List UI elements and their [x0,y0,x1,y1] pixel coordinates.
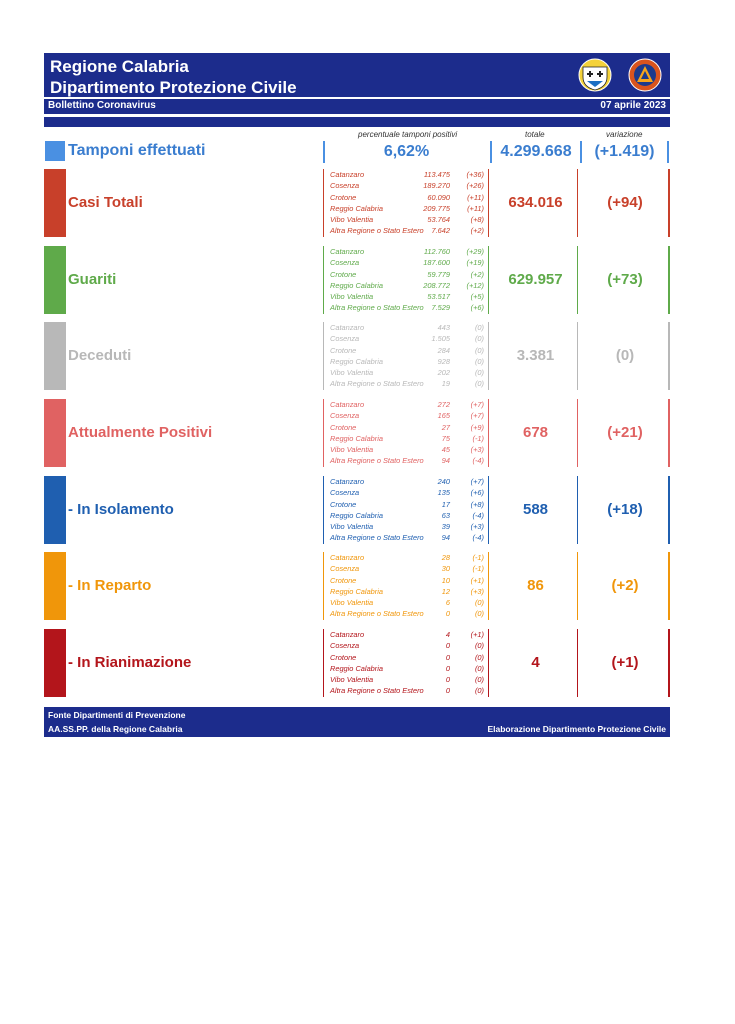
province-variation: (-4) [472,456,484,466]
category-label: - In Isolamento [68,501,174,518]
province-variation: (-1) [472,433,484,443]
province-value: 0 [445,686,450,696]
province-row [327,269,488,280]
province-variation: (+1) [470,630,484,639]
province-variation: (-4) [472,510,484,520]
bulletin-label: Bollettino Coronavirus [48,100,156,111]
province-value: 189.270 [423,181,450,191]
province-value: 6 [445,598,450,608]
category-color-bar [44,246,66,314]
province-value: 187.600 [423,258,450,268]
province-value: 208.772 [423,280,450,290]
province-breakdown [323,629,489,697]
province-variation: (0) [474,345,484,355]
protezione-civile-logo-icon [629,59,661,91]
variation-column-header: variazione [606,130,643,139]
province-row [327,487,488,498]
province-name: Cosenza [330,564,360,574]
province-name: Catanzaro [330,170,365,179]
province-row [327,597,488,608]
province-breakdown [323,246,489,314]
province-variation: (0) [474,598,484,608]
province-row [327,629,488,640]
category-variation: (+21) [582,399,670,467]
province-variation: (0) [474,334,484,344]
province-row [327,422,488,433]
province-name: Altra Regione o Stato Estero [330,609,424,619]
department-title: Dipartimento Protezione Civile [50,78,297,97]
category-label: - In Rianimazione [68,654,192,671]
province-variation: (0) [474,641,484,651]
province-value: 94 [441,533,450,543]
province-row [327,575,488,586]
province-row [327,322,488,333]
province-variation: (+2) [470,269,484,279]
footer-asp: AA.SS.PP. della Regione Calabria [48,724,183,734]
province-row [327,302,488,313]
category-block [44,246,670,314]
province-name: Catanzaro [330,400,365,409]
category-variation: (+94) [582,169,670,237]
province-row [327,345,488,356]
province-name: Vibo Valentia [330,445,374,455]
tamponi-label: Tamponi effettuati [68,142,206,159]
province-variation: (0) [474,675,484,685]
footer-source: Fonte Dipartimenti di Prevenzione [48,710,186,720]
province-value: 135 [437,488,450,498]
province-value: 39 [441,522,450,532]
province-row [327,433,488,444]
footer-banner [44,707,670,737]
province-variation: (+3) [470,586,484,596]
tamponi-percentage: 6,62% [323,141,488,163]
category-total: 629.957 [494,246,578,314]
province-value: 27 [441,422,450,432]
province-variation: (+19) [466,258,484,268]
province-value: 0 [445,609,450,619]
province-name: Cosenza [330,488,360,498]
province-row [327,640,488,651]
province-value: 0 [445,675,450,685]
province-row [327,652,488,663]
category-block [44,169,670,237]
province-row [327,225,488,236]
category-block [44,399,670,467]
province-value: 209.775 [423,203,450,213]
province-value: 19 [441,379,450,389]
province-row [327,563,488,574]
province-row [327,246,488,257]
category-total: 3.381 [494,322,578,390]
province-name: Crotone [330,192,357,202]
province-breakdown [323,322,489,390]
province-name: Catanzaro [330,247,365,256]
bulletin-date: 07 aprile 2023 [600,100,666,111]
category-variation: (+2) [582,552,670,620]
province-variation: (0) [474,323,484,332]
province-variation: (0) [474,663,484,673]
province-value: 53.764 [427,215,450,225]
province-value: 94 [441,456,450,466]
category-label: - In Reparto [68,577,152,594]
province-name: Reggio Calabria [330,663,383,673]
province-row [327,444,488,455]
category-color-bar [44,476,66,544]
province-row [327,203,488,214]
province-variation: (+7) [470,411,484,421]
province-value: 0 [445,663,450,673]
institution-logos [578,58,666,92]
province-value: 60.090 [427,192,450,202]
province-name: Cosenza [330,334,360,344]
province-name: Altra Regione o Stato Estero [330,456,424,466]
province-row [327,586,488,597]
province-variation: (0) [474,356,484,366]
category-label: Casi Totali [68,194,143,211]
province-variation: (+8) [470,499,484,509]
category-total: 634.016 [494,169,578,237]
province-name: Cosenza [330,411,360,421]
province-variation: (+7) [470,400,484,409]
province-row [327,180,488,191]
calabria-coat-of-arms-icon [579,59,611,91]
tamponi-variation: (+1.419) [582,141,669,163]
province-value: 1.505 [431,334,450,344]
province-variation: (0) [474,368,484,378]
province-name: Crotone [330,422,357,432]
province-name: Crotone [330,345,357,355]
province-name: Catanzaro [330,323,365,332]
category-total: 678 [494,399,578,467]
province-row [327,521,488,532]
province-value: 202 [437,368,450,378]
category-label: Deceduti [68,347,132,364]
province-row [327,333,488,344]
province-value: 45 [441,445,450,455]
province-name: Cosenza [330,258,360,268]
header-banner [44,53,670,97]
province-breakdown [323,399,489,467]
province-name: Vibo Valentia [330,368,374,378]
province-value: 165 [437,411,450,421]
category-block [44,322,670,390]
province-value: 10 [441,575,450,585]
region-title: Regione Calabria [50,57,189,76]
category-variation: (+1) [582,629,670,697]
province-variation: (+11) [467,192,484,202]
province-value: 240 [437,477,450,486]
province-value: 75 [441,433,450,443]
category-color-bar [44,629,66,697]
province-name: Crotone [330,652,357,662]
province-variation: (0) [474,379,484,389]
category-variation: (0) [582,322,670,390]
province-variation: (+12) [466,280,484,290]
province-row [327,356,488,367]
province-value: 28 [441,553,450,562]
province-variation: (+5) [470,292,484,302]
province-name: Catanzaro [330,477,365,486]
province-name: Vibo Valentia [330,522,374,532]
province-variation: (-1) [472,564,484,574]
category-block [44,629,670,697]
province-value: 59.779 [427,269,450,279]
province-value: 443 [437,323,450,332]
total-column-header: totale [525,130,545,139]
province-variation: (+8) [470,215,484,225]
province-row [327,214,488,225]
province-variation: (+3) [470,445,484,455]
province-variation: (+36) [466,170,484,179]
province-variation: (+1) [470,575,484,585]
pct-column-header: percentuale tamponi positivi [358,130,458,139]
province-row [327,410,488,421]
category-total: 86 [494,552,578,620]
province-name: Altra Regione o Stato Estero [330,379,424,389]
province-name: Reggio Calabria [330,280,383,290]
province-variation: (-1) [472,553,484,562]
province-value: 7.642 [431,226,450,236]
province-row [327,476,488,487]
province-name: Reggio Calabria [330,510,383,520]
province-value: 63 [441,510,450,520]
province-name: Altra Regione o Stato Estero [330,533,424,543]
province-row [327,608,488,619]
province-value: 4 [445,630,450,639]
province-row [327,291,488,302]
province-value: 272 [437,400,450,409]
province-name: Vibo Valentia [330,675,374,685]
category-label: Attualmente Positivi [68,424,213,441]
province-value: 284 [437,345,450,355]
province-breakdown [323,169,489,237]
province-variation: (+2) [470,226,484,236]
province-variation: (+6) [470,488,484,498]
divider-bar [44,117,670,127]
province-variation: (+9) [470,422,484,432]
province-row [327,455,488,466]
province-value: 7.529 [431,303,450,313]
province-value: 17 [441,499,450,509]
province-name: Crotone [330,575,357,585]
province-breakdown [323,552,489,620]
province-value: 113.475 [423,170,450,179]
province-variation: (0) [474,686,484,696]
province-row [327,674,488,685]
province-name: Altra Regione o Stato Estero [330,686,424,696]
bulletin-bar [44,99,670,114]
province-row [327,257,488,268]
category-color-bar [44,399,66,467]
category-total: 588 [494,476,578,544]
province-name: Cosenza [330,641,360,651]
province-variation: (+11) [467,203,484,213]
province-variation: (0) [474,609,484,619]
province-row [327,367,488,378]
province-variation: (+6) [470,303,484,313]
province-value: 30 [441,564,450,574]
province-name: Reggio Calabria [330,203,383,213]
category-block [44,552,670,620]
province-name: Reggio Calabria [330,586,383,596]
province-name: Vibo Valentia [330,292,374,302]
tamponi-marker [45,141,65,161]
province-value: 53.517 [427,292,450,302]
province-row [327,663,488,674]
province-value: 0 [445,641,450,651]
province-value: 112.760 [423,247,450,256]
category-block [44,476,670,544]
province-name: Reggio Calabria [330,433,383,443]
province-row [327,378,488,389]
province-name: Crotone [330,499,357,509]
province-name: Altra Regione o Stato Estero [330,303,424,313]
category-variation: (+18) [582,476,670,544]
province-value: 0 [445,652,450,662]
category-total: 4 [494,629,578,697]
category-color-bar [44,552,66,620]
province-row [327,399,488,410]
province-breakdown [323,476,489,544]
province-variation: (+26) [466,181,484,191]
footer-elaboration: Elaborazione Dipartimento Protezione Civile [487,724,666,734]
province-value: 12 [441,586,450,596]
province-variation: (+3) [470,522,484,532]
province-row [327,192,488,203]
province-value: 928 [437,356,450,366]
province-name: Crotone [330,269,357,279]
category-label: Guariti [68,271,117,288]
tamponi-total: 4.299.668 [490,141,582,163]
category-color-bar [44,322,66,390]
province-row [327,169,488,180]
province-name: Catanzaro [330,630,365,639]
province-row [327,510,488,521]
province-row [327,532,488,543]
province-variation: (-4) [472,533,484,543]
province-variation: (+7) [470,477,484,486]
category-color-bar [44,169,66,237]
province-name: Vibo Valentia [330,215,374,225]
province-row [327,280,488,291]
category-variation: (+73) [582,246,670,314]
province-variation: (0) [474,652,484,662]
province-row [327,552,488,563]
province-name: Reggio Calabria [330,356,383,366]
province-name: Catanzaro [330,553,365,562]
province-name: Cosenza [330,181,360,191]
province-row [327,499,488,510]
province-row [327,685,488,696]
province-name: Vibo Valentia [330,598,374,608]
province-name: Altra Regione o Stato Estero [330,226,424,236]
province-variation: (+29) [466,247,484,256]
